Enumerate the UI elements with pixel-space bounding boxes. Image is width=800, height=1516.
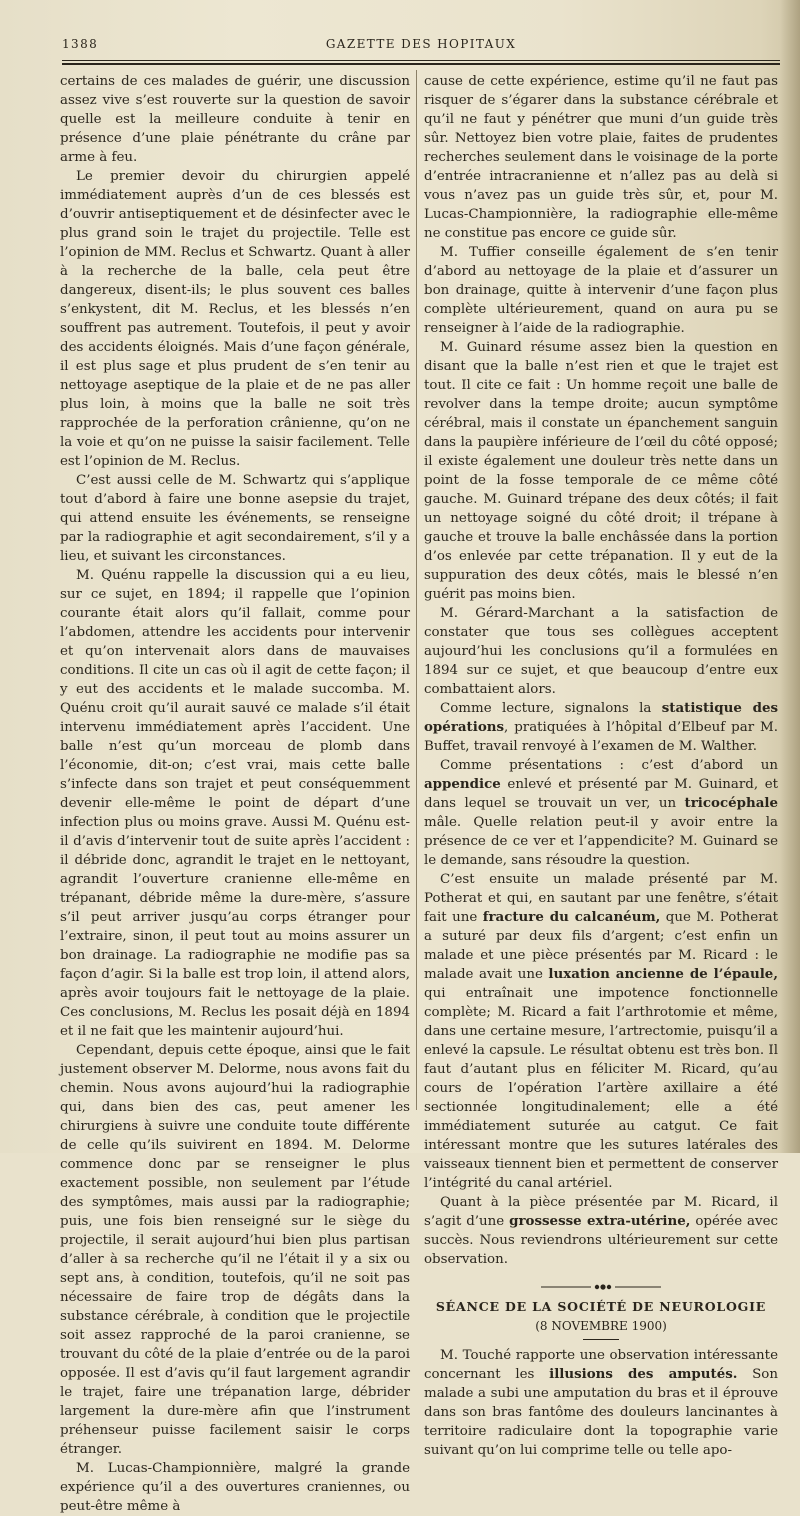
text-run: Comme présentations : c’est d’abord un — [440, 758, 778, 773]
paragraph: Le premier devoir du chirurgien appelé immédiatement auprès d’un de ces blessés est d’ouvrir antiseptiquement et de désinfecter avec le plus grand soin le trajet du projectile. Telle est l’opinion de MM. Reclus et Schwartz. Quant à aller à la recherche de la balle, cela peut être dangereux, disent-ils; le plus souvent ces balles s’enkystent, dit M. Reclus, et les blessés n’en souffrent pas autrement. Toutefois, il peut y avoir des accidents éloignés. Mais d’une façon générale, il est plus sage et plus prudent de s’en tenir au nettoyage aseptique de la plaie et de ne pas aller plus loin, à moins que la balle ne soit très rapprochée de la perforation crânienne, qu’on ne la voie et qu’on ne puisse la saisir facilement. Telle est l’opinion de M. Reclus. — [60, 169, 410, 469]
paragraph-grossesse — [424, 1193, 778, 1269]
bold-term: fracture du calcanéum, — [482, 909, 661, 925]
text-run: enlevé et présenté par M. Guinard, et dans lequel se trouvait un ver, un — [424, 777, 778, 811]
ornament-divider — [541, 1283, 661, 1291]
text-run: Comme lecture, signalons la — [440, 701, 662, 716]
header-rule-thick — [62, 63, 780, 65]
page-number: 1388 — [62, 37, 99, 51]
page-header — [62, 37, 780, 57]
text-run: Son malade a subi une amputation du bras et il éprouve dans son bras fantôme des douleurs lancinantes à territoire radiculaire dont la topographie varie suivant qu’on lui comprime telle ou telle apo- — [424, 1367, 778, 1458]
paragraph: C’est aussi celle de M. Schwartz qui s’applique tout d’abord à faire une bonne asepsie du trajet, qui attend ensuite les événements, se renseigne par la radiographie et agit secondairement, s’il y a lieu, et suivant les circonstances. — [60, 473, 410, 564]
text-run: M. Touché rapporte une observation intéressante concernant les — [424, 1348, 778, 1382]
column-divider — [416, 70, 417, 1110]
text-run: opérée avec succès. Nous reviendrons ultérieurement sur cette observation. — [424, 1214, 778, 1267]
text-run: que M. Potherat a suturé par deux fils d’argent; c’est enfin un malade et une pièce présentés par M. Ricard : le malade avait une — [424, 910, 778, 982]
paragraph-fracture — [424, 870, 778, 1193]
paragraph: M. Guinard résume assez bien la question en disant que la balle n’est rien et que le trajet est tout. Il cite ce fait : Un homme reçoit une balle de revolver dans la tempe droite; aucun symptôme cérébral, mais il constate un épanchement sanguin dans la paupière inférieure de l’œil du côté opposé; il existe également une douleur très nette dans un point de la fosse temporale de ce même côté gauche. M. Guinard trépane des deux côtés; il fait un nettoyage soigné du côté droit; il trépane à gauche et trouve la balle enchâssée dans la portion d’os enlevée par cette trépanation. Il y eut de la suppuration des deux côtés, mais le blessé n’en guérit pas moins bien. — [424, 340, 778, 602]
paragraph: M. Tuffier conseille également de s’en tenir d’abord au nettoyage de la plaie et d’assurer un bon drainage, quitte à intervenir d’une façon plus complète ultérieurement, quand on aura pu se renseigner à l’aide de la radiographie. — [424, 245, 778, 336]
section-date: (8 NOVEMBRE 1900) — [535, 1319, 667, 1333]
journal-title: GAZETTE DES HOPITAUX — [325, 37, 517, 51]
paragraph-appendice — [424, 756, 778, 870]
bold-term: grossesse extra-utérine, — [509, 1213, 691, 1229]
bold-term: appendice — [424, 776, 501, 792]
bold-term: illusions des amputés. — [549, 1366, 738, 1382]
bold-term: tricocéphale — [684, 795, 778, 811]
paragraph: cause de cette expérience, estime qu’il ne faut pas risquer de s’égarer dans la substance cérébrale et qu’il ne faut y pénétrer que muni d’un guide très sûr. Nettoyez bien votre plaie, faites de prudentes recherches seulement dans le voisinage de la porte d’entrée intracranienne et n’allez pas au delà si vous n’avez pas un guide très sûr, et, pour M. Lucas-Championnière, la radiographie elle-même ne constitue pas encore ce guide sûr. — [424, 74, 778, 241]
paragraph: Cependant, depuis cette époque, ainsi que le fait justement observer M. Delorme, nous avons fait du chemin. Nous avons aujourd’hui la radiographie qui, dans bien des cas, peut amener les chirurgiens à suivre une conduite toute différente de celle qu’ils suivirent en 1894. M. Delorme commence donc par se renseigner le plus exactement possible, non seulement par l’étude des symptômes, mais aussi par la radiographie; puis, une fois bien renseigné sur le siège du projectile, il serait aujourd’hui bien plus partisan d’aller à sa recherche qu’il ne l’était il y a six ou sept ans, à condition, toutefois, qu’il ne soit pas nécessaire de faire trop de dégâts dans la substance cérébrale, à condition que le projectile soit assez rapproché de la paroi cranienne, se trouvant du côté de la plaie d’entrée ou de la paroi opposée. Il est d’avis qu’il faut largement agrandir le trajet, faire une trépanation large, débrider largement la dure-mère afin que l’instrument préhenseur puisse facilement saisir le corps étranger. — [60, 1043, 410, 1457]
bold-term: luxation ancienne de l’épaule, — [548, 966, 778, 982]
short-rule — [583, 1339, 619, 1340]
text-run: Quant à la pièce présentée par M. Ricard, il s’agit d’une — [424, 1195, 778, 1229]
paragraph: M. Gérard-Marchant a la satisfaction de constater que tous ses collègues acceptent aujourd’hui les conclusions qu’il a formulées en 1894 sur ce sujet, et que beaucoup d’entre eux combattaient alors. — [424, 606, 778, 697]
section-title: SÉANCE DE LA SOCIÉTÉ DE NEUROLOGIE — [435, 1299, 767, 1314]
paragraph: M. Quénu rappelle la discussion qui a eu lieu, sur ce sujet, en 1894; il rappelle que l’opinion courante était alors qu’il fallait, comme pour l’abdomen, attendre les accidents pour intervenir et qu’on intervenait alors dans de mauvaises conditions. Il cite un cas où il agit de cette façon; il y eut des accidents et le malade succomba. M. Quénu croit qu’il aurait sauvé ce malade s’il était intervenu immédiatement après l’accident. Une balle n’est qu’un morceau de plomb dans l’économie, dit-on; c’est vrai, mais cette balle s’infecte dans son trajet et peut conséquemment devenir elle-même le point de départ d’une infection plus ou moins grave. Aussi M. Quénu est-il d’avis d’intervenir tout de suite après l’accident : il débride donc, agrandit le trajet en le nettoyant, agrandit l’ouverture cranienne elle-même en trépanant, débride même la dure-mère, s’assure s’il peut arriver jusqu’au corps étranger pour l’extraire, sinon, il peut tout au moins assurer un bon drainage. La radiographie ne modifie pas sa façon d’agir. Si la balle est trop loin, il attend alors, après avoir toujours fait le nettoyage de la plaie. Ces conclusions, M. Reclus les posait déjà en 1894 et il ne fait que les maintenir aujourd’hui. — [60, 568, 410, 1039]
text-run: mâle. Quelle relation peut-il y avoir entre la présence de ce ver et l’appendicite? M. Guinard se le demande, sans résoudre la question. — [424, 815, 778, 868]
text-run: , pratiquées à l’hôpital d’Elbeuf par M. Buffet, travail renvoyé à l’examen de M. Walther. — [424, 720, 778, 754]
left-column — [60, 72, 410, 1516]
paragraph: M. Lucas-Championnière, malgré la grande expérience qu’il a des ouvertures craniennes, ou peut-être même à — [60, 1461, 410, 1514]
right-column — [424, 72, 778, 1460]
paragraph-touche — [424, 1346, 778, 1460]
bold-term: statistique des opérations — [424, 700, 779, 735]
header-rule-thin — [62, 60, 780, 61]
text-run: C’est ensuite un malade présenté par M. Potherat et qui, en sautant par une fenêtre, s’était fait une — [424, 872, 778, 925]
paragraph-statistique — [424, 699, 778, 756]
page-edge-shadow — [780, 0, 800, 1153]
text-run: qui entraînait une impotence fonctionnelle complète; M. Ricard a fait l’arthrotomie et même, dans une certaine mesure, l’artrectomie, puisqu’il a enlevé la capsule. Le résultat obtenu est très bon. Il faut d’autant plus en féliciter M. Ricard, qu’au cours de l’opération l’artère axillaire a été sectionnée longitudinalement; elle a été immédiatement suturée au catgut. Ce fait intéressant montre que les sutures latérales des vaisseaux tiennent bien et permettent de conserver l’intégrité du canal artériel. — [424, 986, 778, 1191]
paragraph: certains de ces malades de guérir, une discussion assez vive s’est rouverte sur la question de savoir quelle est la meilleure conduite à tenir en présence d’une plaie pénétrante du crâne par arme à feu. — [60, 74, 410, 165]
